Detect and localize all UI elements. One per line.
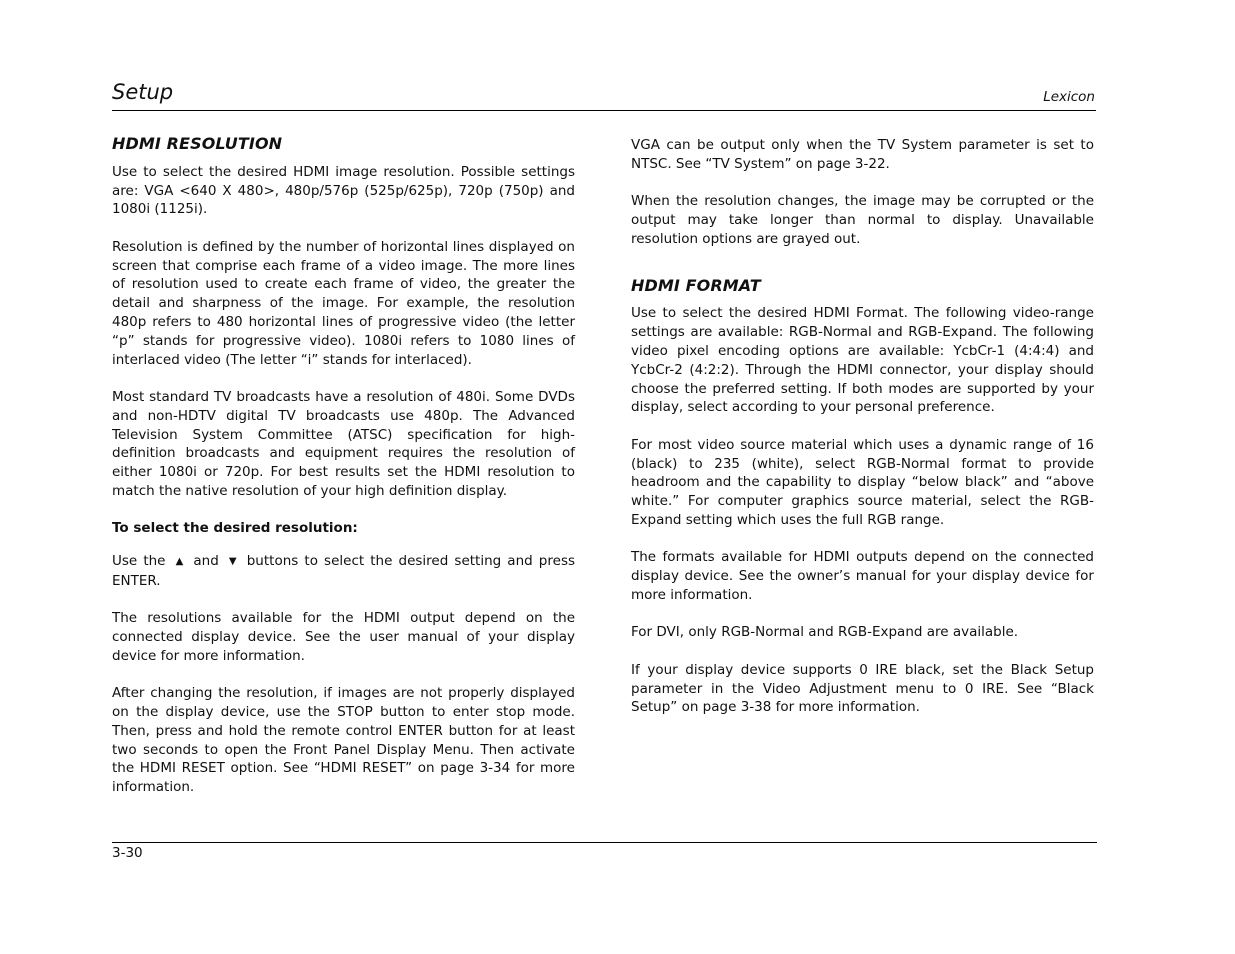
brand-name: Lexicon bbox=[1043, 89, 1095, 105]
instruction-text: buttons to select the desired setting and press ENTER. bbox=[112, 553, 576, 589]
header-divider bbox=[112, 110, 1096, 111]
up-arrow-icon: ▲ bbox=[175, 556, 184, 568]
paragraph: Resolution is defined by the number of horizontal lines displayed on screen that comprise each frame of a video image. The more lines of resolution used to create each frame of video, the greater the detail and sharpness of the image. For example, the resolution 480p refers to 480 horizontal lines of progressive video (the letter “p” stands for progressive video). 1080i refers to 1080 lines of interlaced video (The letter “i” stands for interlaced). bbox=[112, 238, 575, 368]
instruction-subheading: To select the desired resolution: bbox=[112, 520, 358, 537]
paragraph: Use to select the desired HDMI image resolution. Possible settings are: VGA <640 X 480>, 480p/576p (525p/625p), 720p (750p) and 1080i (1125i). bbox=[112, 163, 575, 218]
instruction-text: and bbox=[193, 553, 219, 570]
paragraph: For DVI, only RGB-Normal and RGB-Expand are available. bbox=[631, 624, 1019, 641]
paragraph: The resolutions available for the HDMI output depend on the connected display device. See the user manual of your display device for more information. bbox=[112, 610, 575, 664]
paragraph: The formats available for HDMI outputs depend on the connected display device. See the owner’s manual for your display device for more information. bbox=[631, 549, 1094, 603]
paragraph: Use to select the desired HDMI Format. The following video-range settings are available: RGB-Normal and RGB-Expand. The following video pixel encoding options are available: YcbCr-1 (4:4:4) and YcbCr-2 (4:2:2). Through the HDMI connector, your display should choose the preferred setting. If both modes are supported by your display, select according to your personal preference. bbox=[631, 305, 1094, 416]
page-title: Setup bbox=[112, 80, 174, 104]
paragraph: VGA can be output only when the TV System parameter is set to NTSC. See “TV System” on page 3-22. bbox=[631, 137, 1094, 172]
footer-divider bbox=[112, 842, 1097, 843]
instruction-text: Use the bbox=[112, 553, 166, 570]
paragraph: For most video source material which uses a dynamic range of 16 (black) to 235 (white), select RGB-Normal format to provide headroom and the capability to display “below black” and “above white.” For computer graphics source material, select the RGB-Expand setting which uses the full RGB range. bbox=[631, 436, 1094, 528]
hdmi-resolution-heading: HDMI RESOLUTION bbox=[112, 134, 283, 153]
page-number: 3-30 bbox=[112, 845, 143, 861]
right-column bbox=[631, 136, 1094, 736]
hdmi-format-heading: HDMI FORMAT bbox=[631, 275, 761, 295]
down-arrow-icon: ▼ bbox=[228, 556, 237, 568]
left-column bbox=[112, 135, 575, 816]
paragraph: Most standard TV broadcasts have a resolution of 480i. Some DVDs and non-HDTV digital TV broadcasts use 480p. The Advanced Television System Committee (ATSC) specification for high-definition broadcasts and equipment requires the resolution of either 1080i or 720p. For best results set the HDMI resolution to match the native resolution of your high definition display. bbox=[112, 388, 575, 499]
paragraph: When the resolution changes, the image may be corrupted or the output may take longer than normal to display. Unavailable resolution options are grayed out. bbox=[631, 193, 1094, 247]
paragraph: If your display device supports 0 IRE black, set the Black Setup parameter in the Video Adjustment menu to 0 IRE. See “Black Setup” on page 3-38 for more information. bbox=[631, 661, 1094, 716]
instruction-paragraph bbox=[112, 552, 575, 591]
paragraph: After changing the resolution, if images are not properly displayed on the display device, use the STOP button to enter stop mode. Then, press and hold the remote control ENTER button for at least two seconds to open the Front Panel Display Menu. Then activate the HDMI RESET option. See “HDMI RESET” on page 3-34 for more information. bbox=[112, 685, 575, 796]
